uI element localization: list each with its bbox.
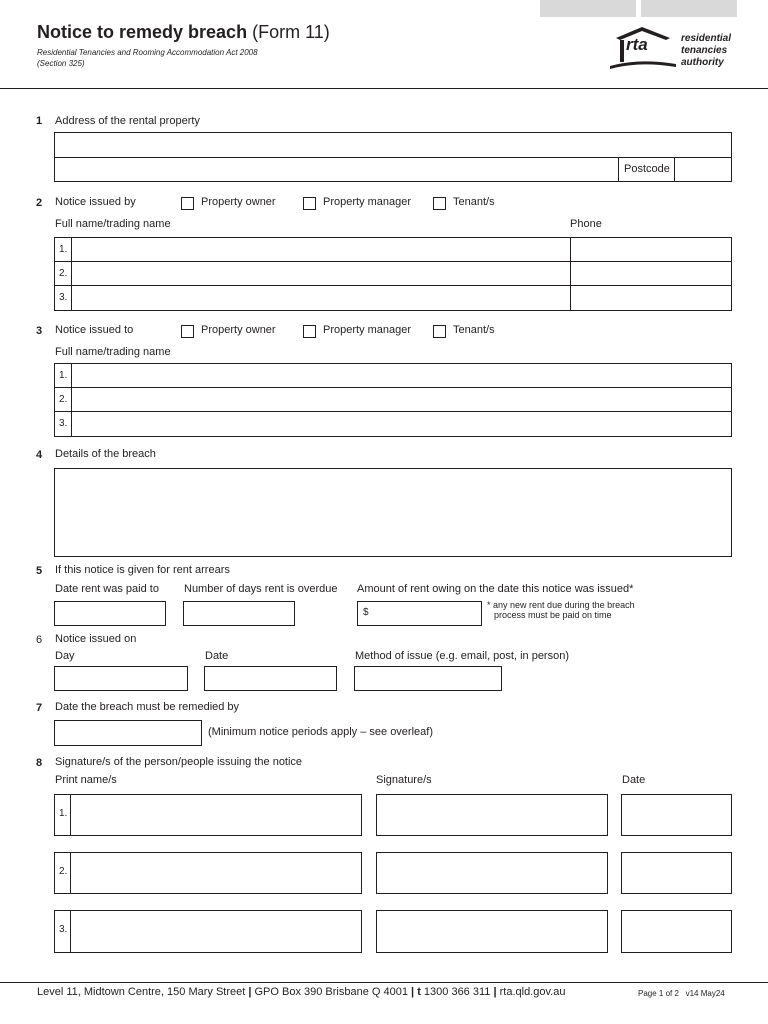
section-7-number: 7 — [36, 702, 43, 714]
section-1-label: Address of the rental property — [55, 115, 200, 127]
logo-line-3: authority — [681, 57, 724, 68]
issued-day-input[interactable] — [54, 666, 188, 691]
logo-line-1: residential — [681, 33, 732, 44]
section-5-number: 5 — [36, 565, 43, 577]
issued-by-name-1-input[interactable] — [72, 238, 569, 261]
issued-by-tenant-checkbox[interactable] — [433, 197, 446, 210]
section-6-number: 6 — [36, 634, 43, 646]
signer-2-row — [54, 852, 362, 894]
section-2-number: 2 — [36, 197, 43, 209]
issued-by-row-3-number: 3. — [59, 292, 68, 303]
issued-to-tenant-checkbox[interactable] — [433, 325, 446, 338]
section-6-label: Notice issued on — [55, 633, 137, 645]
signer-2-signature-input[interactable] — [376, 852, 608, 894]
subtitle-section: (Section 325) — [37, 59, 85, 68]
issued-date-input[interactable] — [204, 666, 337, 691]
issue-method-input[interactable] — [354, 666, 502, 691]
signer-1-number: 1. — [59, 808, 68, 819]
breach-details-textarea[interactable] — [54, 468, 732, 557]
signer-3-date-input[interactable] — [621, 910, 732, 953]
issued-to-name-1-input[interactable] — [72, 364, 731, 387]
issued-by-phone-header: Phone — [570, 218, 602, 230]
section-3-label: Notice issued to — [55, 324, 134, 336]
issued-by-manager-checkbox[interactable] — [303, 197, 316, 210]
issued-day-label: Day — [55, 650, 75, 662]
footer-address: Level 11, Midtown Centre, 150 Mary Street — [37, 986, 246, 998]
signer-2-number: 2. — [59, 866, 68, 877]
footer-separator: | — [248, 986, 252, 998]
issued-date-label: Date — [205, 650, 229, 662]
footer-contact — [37, 986, 565, 998]
issued-by-phone-2-input[interactable] — [571, 262, 731, 285]
title-main: Notice to remedy breach — [37, 22, 248, 42]
issued-to-name-2-input[interactable] — [72, 388, 731, 411]
footer-phone: 1300 366 311 — [423, 986, 491, 998]
signer-1-row — [54, 794, 362, 836]
remedy-date-input[interactable] — [54, 720, 202, 746]
issued-by-manager-label: Property manager — [323, 196, 412, 208]
footer-website-link[interactable]: rta.qld.gov.au — [499, 986, 566, 998]
days-overdue-label: Number of days rent is overdue — [184, 583, 338, 595]
issued-by-owner-checkbox[interactable] — [181, 197, 194, 210]
section-2-label: Notice issued by — [55, 196, 136, 208]
footer-separator: | — [493, 986, 497, 998]
signature-header: Signature/s — [376, 774, 432, 786]
address-line-1-input[interactable] — [54, 132, 732, 158]
issued-to-name-header: Full name/trading name — [55, 346, 171, 358]
currency-symbol: $ — [363, 607, 369, 618]
issued-to-manager-checkbox[interactable] — [303, 325, 316, 338]
signer-2-name-input[interactable] — [71, 853, 361, 893]
header-tab-left — [540, 0, 636, 17]
issued-by-name-3-input[interactable] — [72, 286, 569, 310]
footer-divider — [0, 982, 768, 983]
issued-by-row-2-number: 2. — [59, 268, 68, 279]
note-line-2: process must be paid on time — [494, 610, 612, 620]
logo-wordmark — [681, 33, 731, 69]
header-divider — [0, 88, 768, 89]
address-line-2-input[interactable] — [54, 157, 619, 182]
section-5-label: If this notice is given for rent arrears — [55, 564, 230, 576]
issued-to-manager-label: Property manager — [323, 324, 412, 336]
footer-page-number: Page 1 of 2 — [638, 989, 679, 998]
section-4-label: Details of the breach — [55, 448, 156, 460]
section-1-number: 1 — [36, 115, 43, 127]
footer-phone-label: t — [417, 986, 421, 998]
issued-by-name-header: Full name/trading name — [55, 218, 171, 230]
issued-by-phone-1-input[interactable] — [571, 238, 731, 261]
rent-paid-to-label: Date rent was paid to — [55, 583, 159, 595]
section-3-number: 3 — [36, 325, 43, 337]
section-7-label: Date the breach must be remedied by — [55, 701, 240, 713]
signer-1-name-input[interactable] — [71, 795, 361, 835]
postcode-label-cell — [618, 157, 675, 182]
signer-3-number: 3. — [59, 924, 68, 935]
rent-paid-to-input[interactable] — [54, 601, 166, 626]
issued-to-row-2-number: 2. — [59, 394, 68, 405]
header-tab-right — [641, 0, 737, 17]
signer-3-signature-input[interactable] — [376, 910, 608, 953]
footer-version: v14 May24 — [685, 989, 725, 998]
issued-to-owner-checkbox[interactable] — [181, 325, 194, 338]
print-name-header: Print name/s — [55, 774, 117, 786]
title-form: (Form 11) — [252, 22, 330, 42]
footer-page-info — [638, 989, 725, 998]
issued-to-row-3-number: 3. — [59, 418, 68, 429]
days-overdue-input[interactable] — [183, 601, 295, 626]
section-4-number: 4 — [36, 449, 43, 461]
footer-po-box: GPO Box 390 Brisbane Q 4001 — [254, 986, 408, 998]
note-line-1: any new rent due during the breach — [493, 600, 635, 610]
issued-to-name-3-input[interactable] — [72, 412, 731, 436]
page-title — [37, 22, 330, 43]
logo-line-2: tenancies — [681, 45, 728, 56]
signer-1-date-input[interactable] — [621, 794, 732, 836]
footer-separator: | — [411, 986, 415, 998]
signer-1-signature-input[interactable] — [376, 794, 608, 836]
postcode-label: Postcode — [624, 163, 670, 175]
issued-by-row-1-number: 1. — [59, 244, 68, 255]
section-8-number: 8 — [36, 757, 43, 769]
signer-3-name-input[interactable] — [71, 911, 361, 952]
issue-method-label: Method of issue (e.g. email, post, in person) — [355, 650, 569, 662]
sign-date-header: Date — [622, 774, 646, 786]
issued-by-owner-label: Property owner — [201, 196, 276, 208]
rent-owing-note — [487, 600, 635, 620]
issued-to-row-1-number: 1. — [59, 370, 68, 381]
logo-text: rta — [626, 35, 648, 54]
issued-to-owner-label: Property owner — [201, 324, 276, 336]
rent-owing-label: Amount of rent owing on the date this notice was issued* — [357, 583, 634, 595]
section-8-label: Signature/s of the person/people issuing the notice — [55, 756, 303, 768]
note-asterisk: * — [487, 600, 491, 610]
issued-by-phone-3-input[interactable] — [571, 286, 731, 310]
signer-2-date-input[interactable] — [621, 852, 732, 894]
subtitle-act: Residential Tenancies and Rooming Accommodation Act 2008 — [37, 48, 258, 57]
issued-by-tenant-label: Tenant/s — [453, 196, 495, 208]
postcode-input[interactable] — [674, 157, 732, 182]
rta-logo-icon — [608, 24, 678, 70]
notice-period-note: (Minimum notice periods apply – see overleaf) — [208, 726, 433, 738]
rent-owing-input[interactable] — [357, 601, 482, 626]
issued-by-name-2-input[interactable] — [72, 262, 569, 285]
issued-to-tenant-label: Tenant/s — [453, 324, 495, 336]
signer-3-row — [54, 910, 362, 953]
